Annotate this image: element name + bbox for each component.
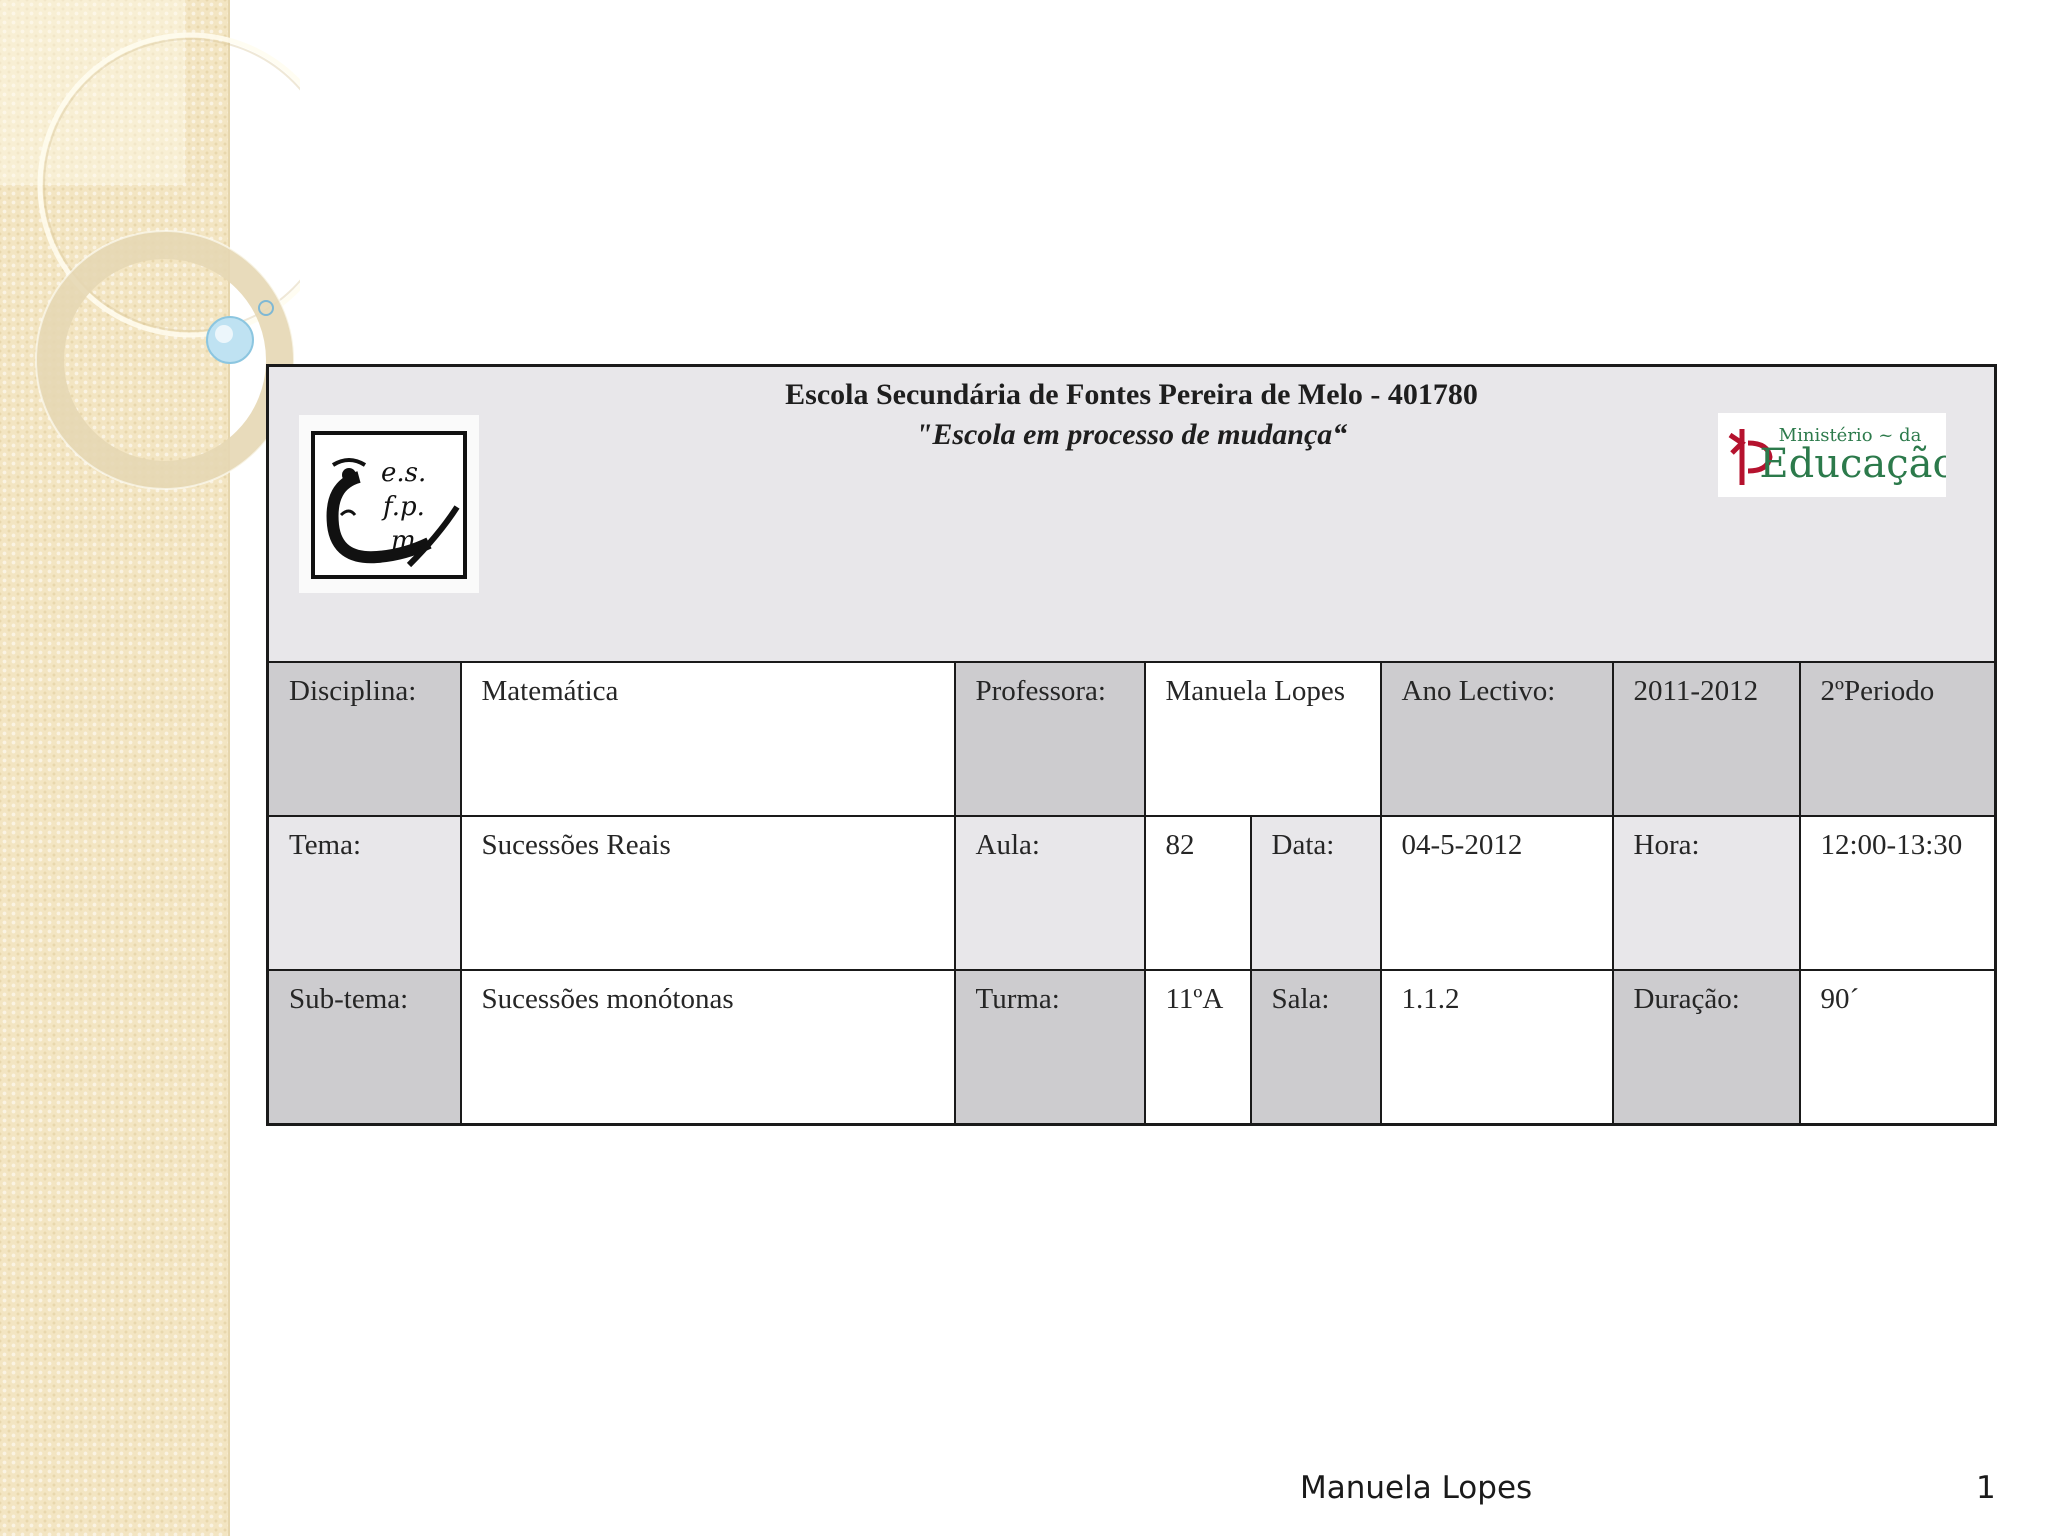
professora-value: Manuela Lopes: [1145, 662, 1381, 816]
hora-label: Hora:: [1613, 816, 1800, 970]
data-label: Data:: [1251, 816, 1381, 970]
tema-value: Sucessões Reais: [461, 816, 955, 970]
duracao-label: Duração:: [1613, 970, 1800, 1124]
tema-label: Tema:: [268, 816, 461, 970]
periodo-value: 2ºPeriodo: [1800, 662, 1996, 816]
school-logo-text-es: e.s.: [381, 458, 427, 488]
ministry-logo-main-text: Educação: [1759, 441, 1946, 487]
disciplina-value: Matemática: [461, 662, 955, 816]
ministry-of-education-logo: [1718, 413, 1946, 497]
subtema-label: Sub-tema:: [268, 970, 461, 1124]
duracao-value: 90´: [1800, 970, 1996, 1124]
footer-author: Manuela Lopes: [1300, 1470, 1533, 1506]
subtema-value: Sucessões monótonas: [461, 970, 955, 1124]
sala-value: 1.1.2: [1381, 970, 1613, 1124]
decorative-circles: [0, 0, 300, 520]
hora-value: 12:00-13:30: [1800, 816, 1996, 970]
ministry-logo-top-text: Ministério ~ da: [1778, 425, 1922, 446]
header-cell: [268, 366, 1996, 663]
school-logo: [299, 415, 479, 593]
aula-label: Aula:: [955, 816, 1145, 970]
disciplina-label: Disciplina:: [268, 662, 461, 816]
sala-label: Sala:: [1251, 970, 1381, 1124]
school-name: Escola Secundária de Fontes Pereira de Melo - 401780: [785, 378, 1478, 411]
aula-value: 82: [1145, 816, 1251, 970]
school-logo-text-fp: f.p.: [383, 492, 425, 522]
professora-label: Professora:: [955, 662, 1145, 816]
ano-lectivo-label: Ano Lectivo:: [1381, 662, 1613, 816]
turma-label: Turma:: [955, 970, 1145, 1124]
ano-lectivo-value: 2011-2012: [1613, 662, 1800, 816]
data-value: 04-5-2012: [1381, 816, 1613, 970]
school-motto: "Escola em processo de mudança“: [915, 418, 1348, 451]
lesson-info-table: [266, 364, 1997, 1126]
page-number: 1: [1976, 1470, 1996, 1506]
turma-value: 11ºA: [1145, 970, 1251, 1124]
school-logo-text-m: m.: [391, 526, 424, 556]
